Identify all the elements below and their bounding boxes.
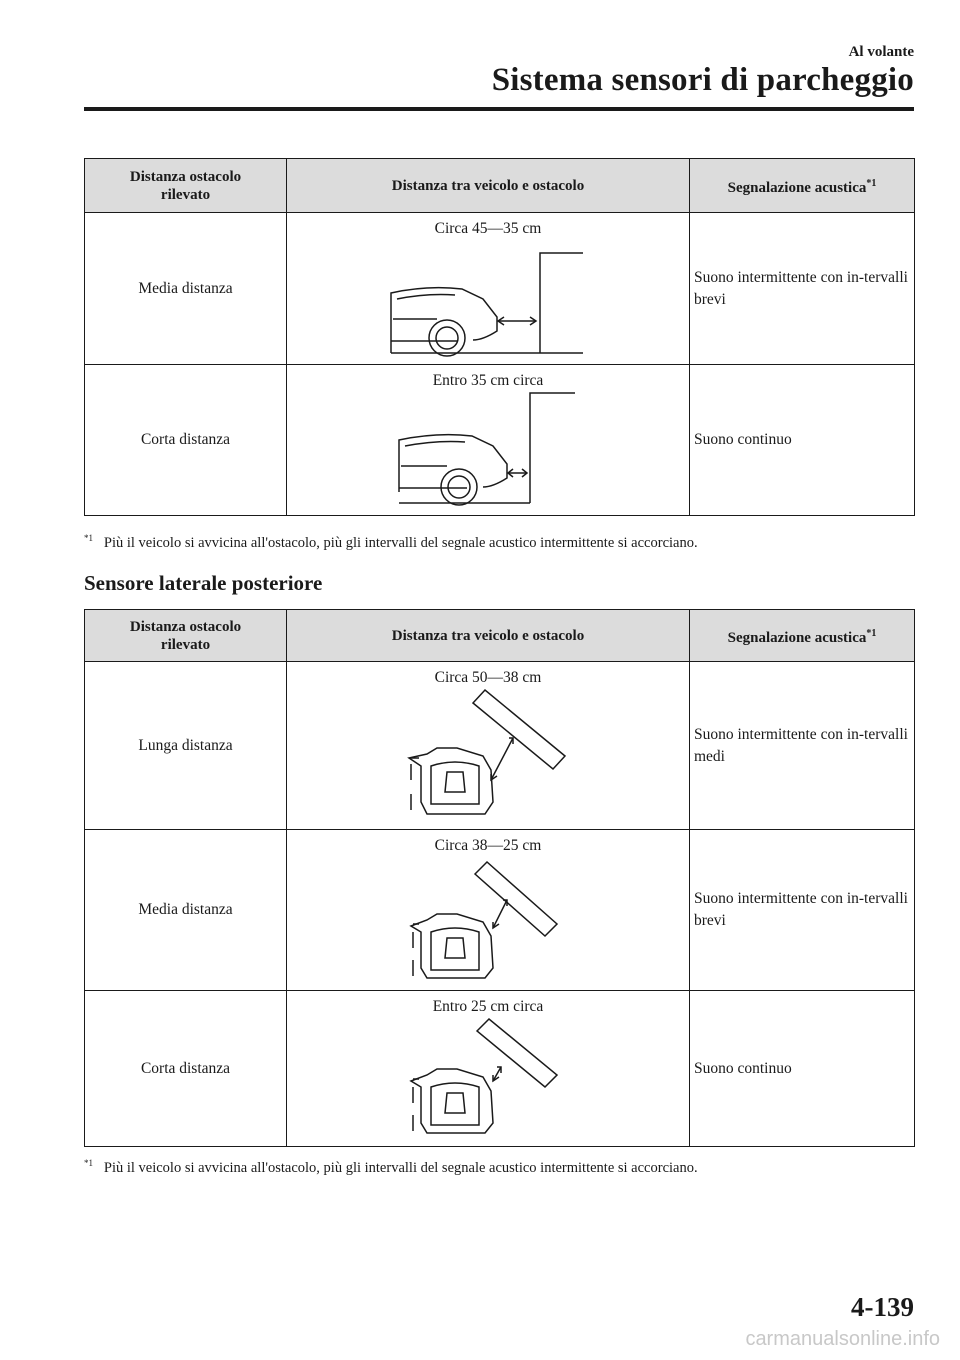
- table-row: [85, 830, 915, 991]
- range-cell: Corta distanza: [85, 991, 287, 1147]
- distance-label: Circa 38―25 cm: [434, 837, 542, 854]
- car-top-icon: [287, 830, 690, 991]
- page-number: 4-139: [851, 1292, 914, 1322]
- signal-cell: Suono continuo: [690, 365, 915, 516]
- signal-cell: Suono intermittente con in-tervalli brevi: [690, 213, 915, 365]
- distance-label: Circa 50―38 cm: [434, 669, 542, 686]
- watermark: carmanualsonline.info: [745, 1328, 940, 1350]
- signal-cell: Suono intermittente con in-tervalli medi: [690, 662, 915, 830]
- header-obstacle-range: Distanza ostacolo rilevato: [85, 610, 287, 662]
- table-header-row: [85, 159, 915, 213]
- table-row: [85, 213, 915, 365]
- signal-cell: Suono continuo: [690, 991, 915, 1147]
- footnote: $^{*1}$ Più il veicolo si avvicina all'ostacolo, più gli intervalli del segnale acustico intermittente si accorciano.: [84, 1158, 698, 1176]
- distance-label: Entro 35 cm circa: [432, 372, 544, 389]
- page-title: Sistema sensori di parcheggio: [491, 62, 914, 98]
- table-header-row: [85, 610, 915, 662]
- range-cell: Lunga distanza: [85, 662, 287, 830]
- range-cell: Corta distanza: [85, 365, 287, 516]
- car-side-icon: [287, 365, 690, 516]
- header-distance: Distanza tra veicolo e ostacolo: [287, 159, 690, 213]
- header-distance: Distanza tra veicolo e ostacolo: [287, 610, 690, 662]
- chapter-kicker: Al volante: [848, 44, 914, 60]
- side-sensor-table: [84, 609, 915, 1147]
- range-cell: Media distanza: [85, 830, 287, 991]
- table-row: [85, 662, 915, 830]
- header-rule: [84, 107, 914, 111]
- footnote: $^{*1}$ Più il veicolo si avvicina all'ostacolo, più gli intervalli del segnale acustico intermittente si accorciano.: [84, 533, 698, 551]
- rear-sensor-table: [84, 158, 915, 516]
- table-row: [85, 991, 915, 1147]
- range-cell: Media distanza: [85, 213, 287, 365]
- section-title: Sensore laterale posteriore: [84, 571, 323, 595]
- header-signal: Segnalazione acustica$^{*1}$: [690, 159, 915, 213]
- header-signal: Segnalazione acustica$^{*1}$: [690, 610, 915, 662]
- table-row: [85, 365, 915, 516]
- header-obstacle-range: Distanza ostacolo rilevato: [85, 159, 287, 213]
- car-top-icon: [287, 662, 690, 830]
- signal-cell: Suono intermittente con in-tervalli brevi: [690, 830, 915, 991]
- distance-cell: [287, 991, 690, 1147]
- car-top-icon: [287, 991, 690, 1147]
- distance-label: Entro 25 cm circa: [432, 998, 544, 1015]
- distance-cell: [287, 662, 690, 830]
- distance-cell: [287, 830, 690, 991]
- car-side-icon: [287, 213, 690, 365]
- distance-cell: [287, 213, 690, 365]
- distance-label: Circa 45―35 cm: [434, 220, 542, 237]
- distance-cell: [287, 365, 690, 516]
